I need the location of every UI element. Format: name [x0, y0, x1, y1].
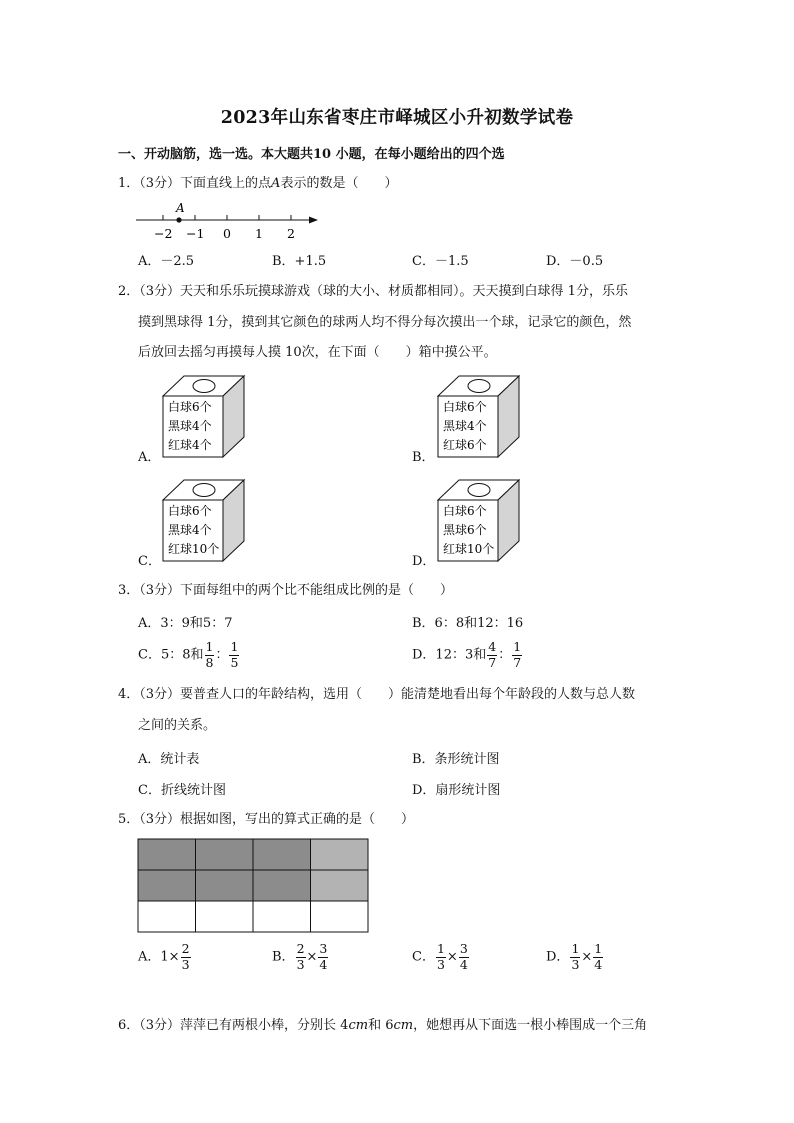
- ratio-sep: ：: [498, 647, 512, 663]
- q3-option-a[interactable]: A．3：9和5：7: [138, 616, 233, 631]
- box-c-line-1: 白球6个: [168, 504, 212, 518]
- times-sign: ×: [446, 949, 458, 965]
- fraction: $\frac{1}{5}$: [230, 639, 239, 670]
- q5-option-a[interactable]: [138, 943, 192, 971]
- q5-a-prefix: A．1×: [138, 949, 180, 965]
- q1-point-letter: A: [271, 176, 281, 191]
- grid-cell-light: [311, 839, 369, 870]
- q2-line-2: 摸到黑球得 1分，摸到其它颜色的球两人均不得分每次摸出一个球，记录它的颜色，然: [138, 315, 632, 330]
- grid-cell-dark: [138, 870, 196, 901]
- fraction: $\frac{1}{3}$: [436, 941, 445, 972]
- q5-stem: 5．（3分）根据如图，写出的算式正确的是（ ）: [118, 812, 415, 827]
- q4-option-b[interactable]: B．条形统计图: [412, 752, 500, 767]
- ball-box-a[interactable]: [160, 374, 250, 462]
- q3-option-c[interactable]: [138, 641, 240, 669]
- q1-option-a[interactable]: A．－2.5: [138, 254, 195, 269]
- box-opening-icon: [468, 484, 490, 497]
- tick-label-neg2: −2: [154, 226, 173, 241]
- q3-option-b[interactable]: B．6：8和12：16: [412, 616, 524, 631]
- times-sign: ×: [581, 949, 593, 965]
- point-a-dot: [176, 217, 181, 222]
- fraction: $\frac{1}{3}$: [571, 941, 580, 972]
- q2-option-d-label[interactable]: D．: [412, 554, 436, 569]
- q2-option-c-label[interactable]: C．: [138, 554, 161, 569]
- q6-stem: [118, 1016, 647, 1036]
- q1-option-c[interactable]: C．－1.5: [412, 254, 469, 269]
- q1-text-tail: 表示的数是（ ）: [280, 176, 398, 191]
- q6-unit-2: cm: [393, 1018, 414, 1033]
- section-heading: 一、开动脑筋，选一选。本大题共10 小题，在每小题给出的四个选: [118, 147, 505, 162]
- grid-cell-dark: [253, 870, 311, 901]
- fraction: $\frac{1}{8}$: [205, 639, 214, 670]
- fraction: $\frac{2}{3}$: [296, 941, 305, 972]
- q5-option-c[interactable]: [412, 943, 470, 971]
- ball-box-d[interactable]: [435, 478, 525, 566]
- ball-box-b[interactable]: [435, 374, 525, 462]
- question-1-stem: [118, 174, 397, 194]
- fraction: $\frac{2}{3}$: [181, 941, 190, 972]
- grid-cell-white: [138, 901, 196, 932]
- q5-c-prefix: C．: [412, 949, 435, 965]
- q3-c-prefix: C．5：8和: [138, 647, 204, 663]
- box-d-line-1: 白球6个: [443, 504, 487, 518]
- tick-label-neg1: −1: [186, 226, 205, 241]
- box-c-line-2: 黑球4个: [168, 523, 212, 537]
- box-c-line-3: 红球10个: [168, 542, 220, 556]
- q6-text-c: ，她想再从下面选一根小棒围成一个三角: [413, 1018, 648, 1033]
- box-b-line-3: 红球6个: [443, 438, 487, 452]
- q4-line-2: 之间的关系。: [138, 718, 217, 733]
- times-sign: ×: [306, 949, 318, 965]
- box-b-line-2: 黑球4个: [443, 419, 487, 433]
- box-opening-icon: [193, 380, 215, 393]
- q2-option-a-label[interactable]: A．: [138, 450, 161, 465]
- fraction: $\frac{3}{4}$: [319, 941, 328, 972]
- grid-cell-dark: [196, 839, 254, 870]
- box-a-line-3: 红球4个: [168, 438, 212, 452]
- q4-line-1: 4．（3分）要普查人口的年龄结构，选用（ ）能清楚地看出每个年龄段的人数与总人数: [118, 687, 636, 702]
- fraction: $\frac{4}{7}$: [488, 639, 497, 670]
- q4-option-a[interactable]: A．统计表: [138, 752, 200, 767]
- grid-cell-white: [196, 901, 254, 932]
- box-a-line-1: 白球6个: [168, 400, 212, 414]
- number-line-arrow-icon: [309, 217, 318, 224]
- fraction: $\frac{1}{7}$: [513, 639, 522, 670]
- box-d-line-3: 红球10个: [443, 542, 495, 556]
- q6-text-b: 和 6: [368, 1018, 394, 1033]
- tick-label-0: 0: [223, 226, 231, 241]
- tick-label-2: 2: [287, 226, 295, 241]
- q6-text-a: 6．（3分）萍萍已有两根小棒，分别长 4: [118, 1018, 349, 1033]
- q1-text: 1．（3分）下面直线上的点: [118, 176, 272, 191]
- box-d-line-2: 黑球6个: [443, 523, 487, 537]
- box-opening-icon: [193, 484, 215, 497]
- point-a-label: A: [176, 201, 185, 215]
- box-opening-icon: [468, 380, 490, 393]
- q4-option-c[interactable]: C．折线统计图: [138, 783, 226, 798]
- number-line-ticks: [163, 215, 291, 220]
- q5-d-prefix: D．: [546, 949, 570, 965]
- fraction: $\frac{1}{4}$: [594, 941, 603, 972]
- number-line: [132, 198, 322, 244]
- fraction-grid-figure: [137, 838, 371, 934]
- grid-cell-white: [253, 901, 311, 932]
- q5-option-d[interactable]: [546, 943, 604, 971]
- grid-cell-dark: [253, 839, 311, 870]
- page-title: 2023年山东省枣庄市峄城区小升初数学试卷: [220, 108, 574, 128]
- q2-line-1: 2．（3分）天天和乐乐玩摸球游戏（球的大小、材质都相同）。天天摸到白球得 1分，乐乐: [118, 284, 628, 299]
- box-b-line-1: 白球6个: [443, 400, 487, 414]
- grid-cell-white: [311, 901, 369, 932]
- fraction: $\frac{3}{4}$: [459, 941, 468, 972]
- q2-option-b-label[interactable]: B．: [412, 450, 435, 465]
- grid-cell-light: [311, 870, 369, 901]
- tick-label-1: 1: [255, 226, 263, 241]
- grid-cell-dark: [196, 870, 254, 901]
- box-a-line-2: 黑球4个: [168, 419, 212, 433]
- q1-option-b[interactable]: B．+1.5: [272, 254, 327, 269]
- q1-option-d[interactable]: D．－0.5: [546, 254, 604, 269]
- q6-unit-1: cm: [348, 1018, 369, 1033]
- q3-stem: 3．（3分）下面每组中的两个比不能组成比例的是（ ）: [118, 583, 454, 598]
- grid-cells: [138, 839, 368, 932]
- q2-line-3: 后放回去摇匀再摸每人摸 10次，在下面（ ）箱中摸公平。: [138, 345, 497, 360]
- grid-cell-dark: [138, 839, 196, 870]
- ratio-sep: ：: [215, 647, 229, 663]
- q4-option-d[interactable]: D．扇形统计图: [412, 783, 501, 798]
- q3-option-d[interactable]: [412, 641, 523, 669]
- q3-d-prefix: D．12：3和: [412, 647, 487, 663]
- q5-b-prefix: B．: [272, 949, 295, 965]
- ball-box-c[interactable]: [160, 478, 250, 566]
- q5-option-b[interactable]: [272, 943, 329, 971]
